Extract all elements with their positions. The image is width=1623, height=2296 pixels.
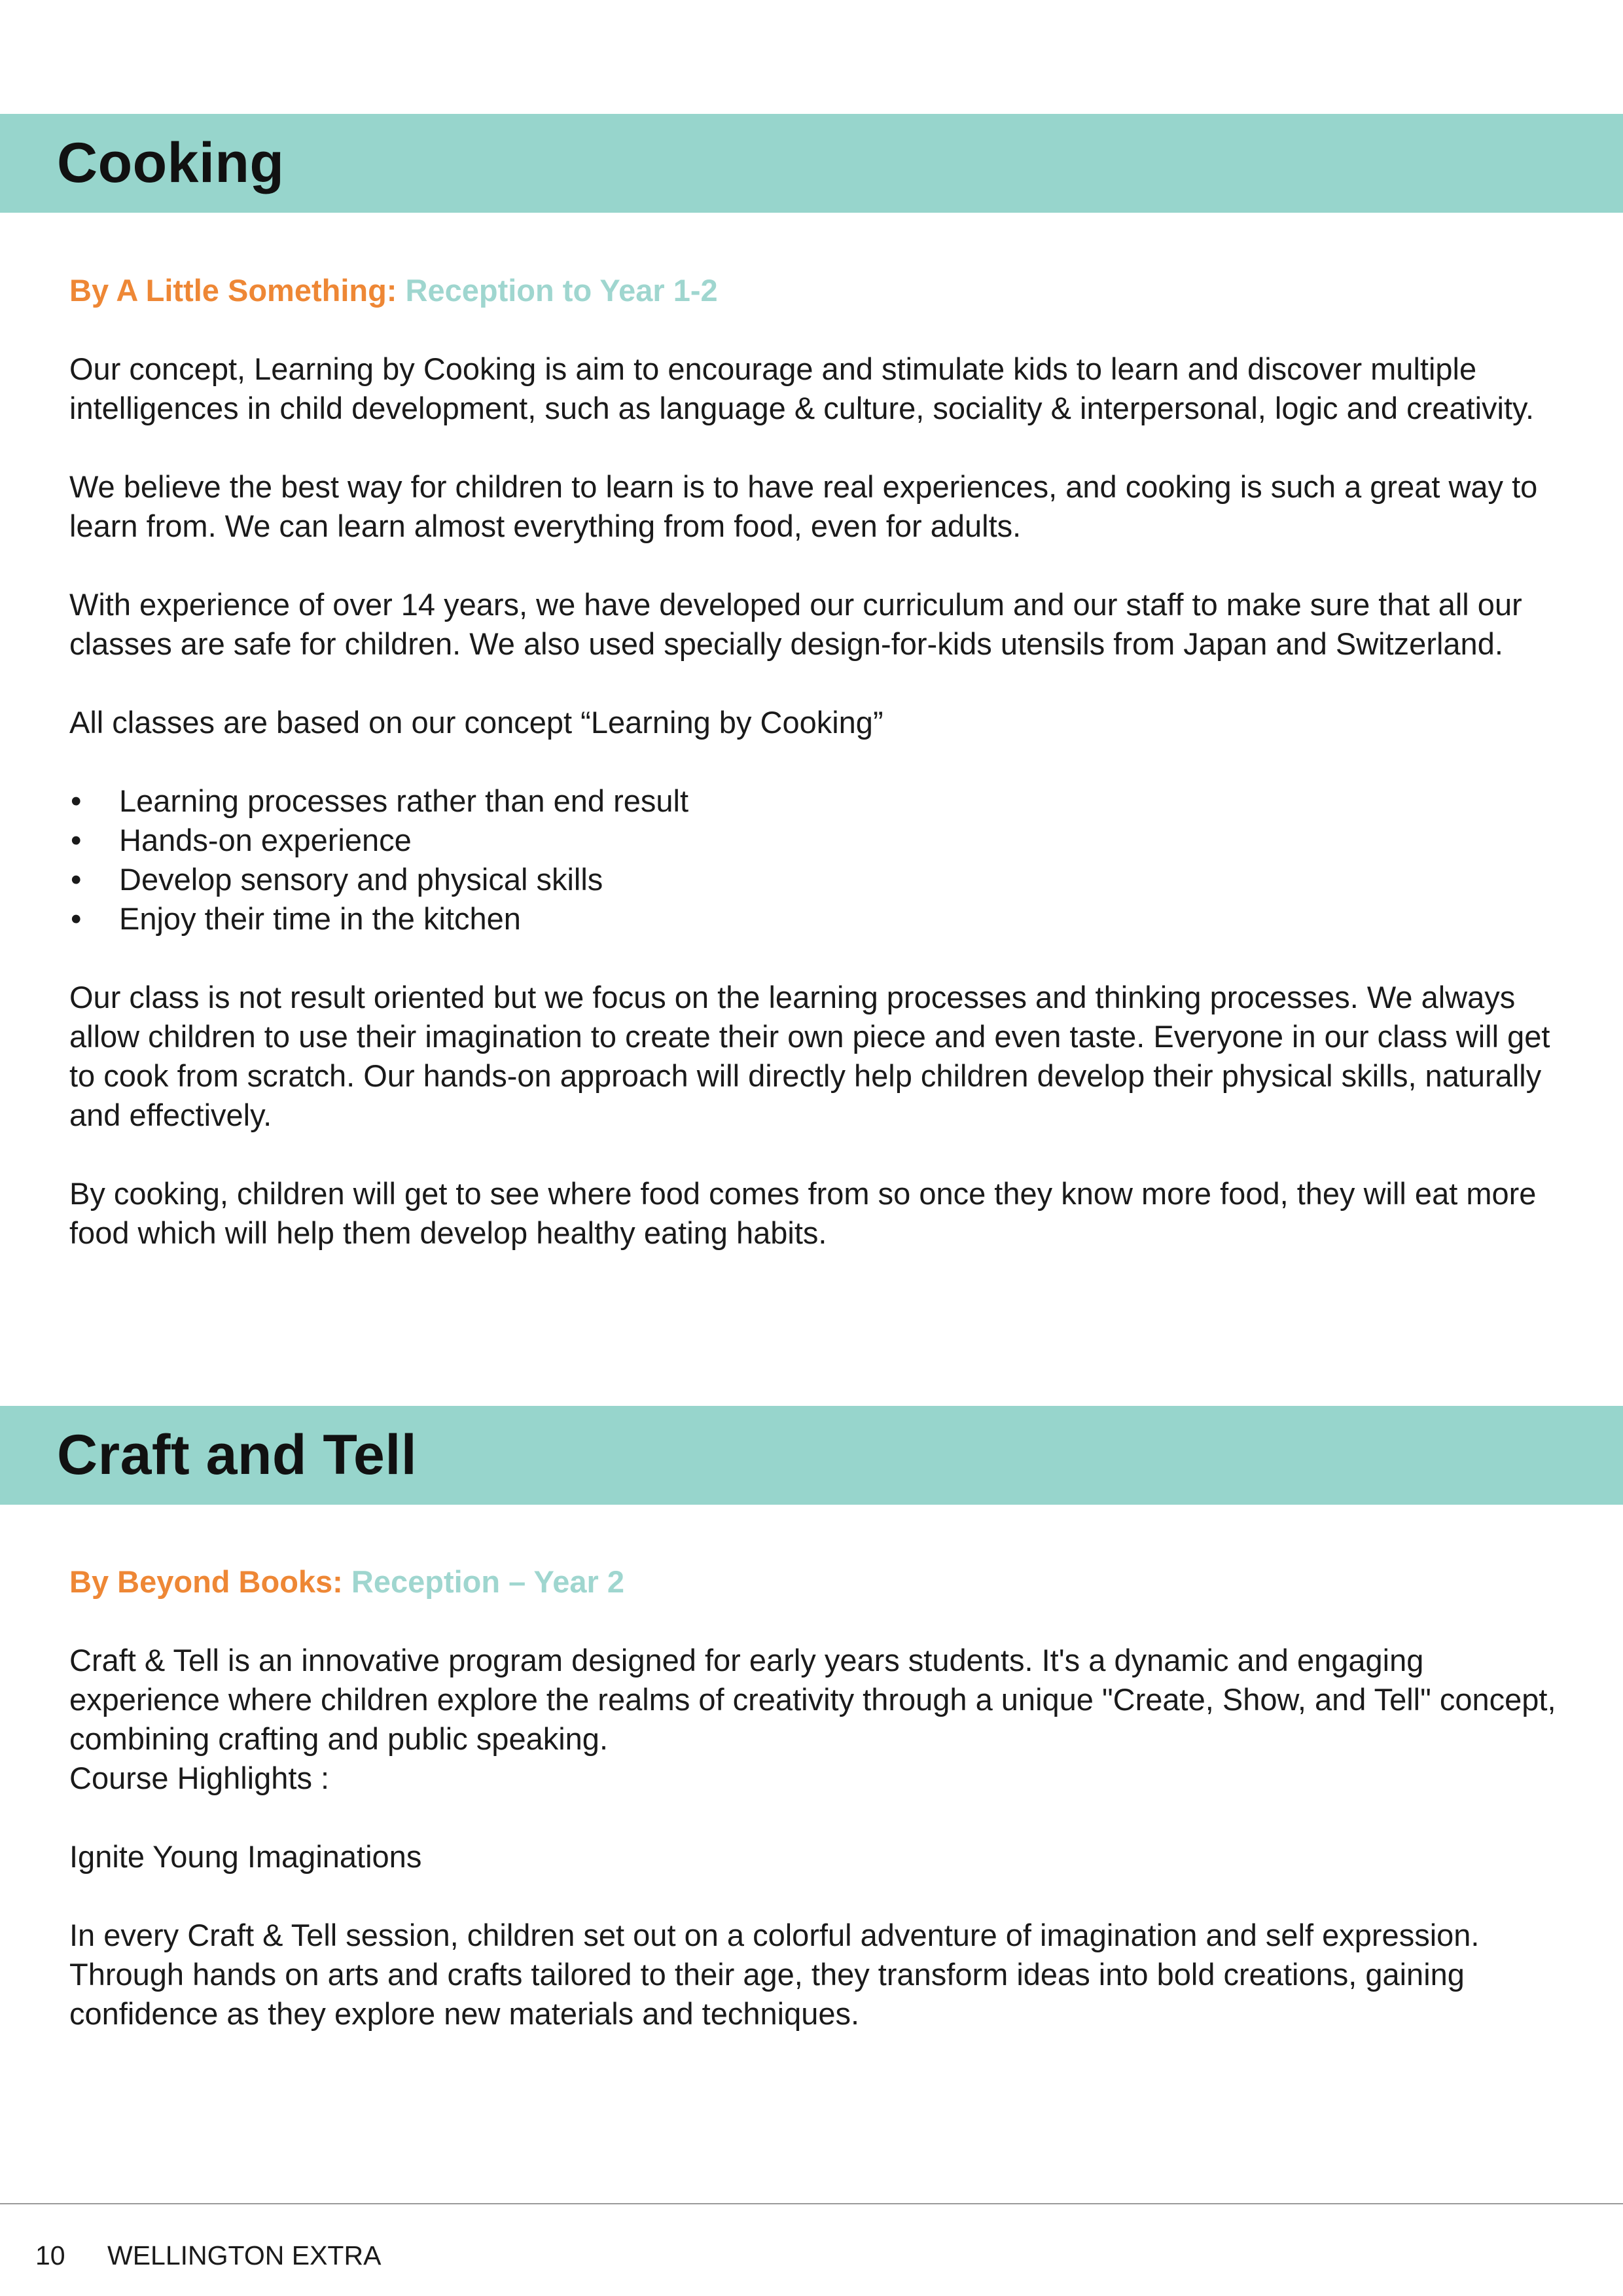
craft-body: In every Craft & Tell session, children set out on a colorful adventure of imagination and self expression. Through hands on arts and crafts tailored to their age, they transform ideas into bold creations, gaining confidence as they explore new materials and techniques. xyxy=(69,1918,1480,2031)
list-item xyxy=(69,860,1568,899)
craft-content xyxy=(69,1562,1568,2034)
page-footer xyxy=(35,2237,381,2274)
list-item xyxy=(69,781,1568,821)
cooking-paragraph-1: Our concept, Learning by Cooking is aim to encourage and stimulate kids to learn and discover multiple intelligences in child development, such as language & culture, sociality & interpersonal, logic and creativity. xyxy=(69,351,1535,425)
craft-header-bar xyxy=(0,1406,1623,1505)
list-item xyxy=(69,899,1568,939)
bullet-icon: • xyxy=(71,862,82,897)
craft-title: Craft and Tell xyxy=(57,1424,418,1486)
cooking-age-range: Reception to Year 1-2 xyxy=(405,273,718,308)
list-item xyxy=(69,821,1568,860)
bullet-icon: • xyxy=(71,901,82,936)
publication-name: WELLINGTON EXTRA xyxy=(107,2240,382,2270)
craft-highlights-label: Course Highlights : xyxy=(69,1761,330,1795)
cooking-byline xyxy=(69,271,1568,310)
cooking-paragraph-5: Our class is not result oriented but we focus on the learning processes and thinking processes. We always allow children to use their imagination to create their own piece and even taste. Everyone in our class will get to cook from scratch. Our hands-on approach will directly help children develop their physical skills, naturally and effectively. xyxy=(69,980,1550,1132)
craft-byline xyxy=(69,1562,1568,1602)
page-number: 10 xyxy=(35,2240,65,2270)
cooking-paragraph-2: We believe the best way for children to learn is to have real experiences, and cooking is such a great way to learn from. We can learn almost everything from food, even for adults. xyxy=(69,469,1538,543)
cooking-paragraph-4: All classes are based on our concept “Learning by Cooking” xyxy=(69,705,883,740)
list-item-text: Learning processes rather than end result xyxy=(119,783,689,818)
cooking-paragraph-3: With experience of over 14 years, we have developed our curriculum and our staff to make sure that all our classes are safe for children. We also used specially design-for-kids utensils from Japan and Switzerland. xyxy=(69,587,1522,661)
list-item-text: Hands-on experience xyxy=(119,823,412,857)
craft-age-range: Reception – Year 2 xyxy=(351,1564,625,1599)
cooking-provider: By A Little Something: xyxy=(69,273,397,308)
list-item-text: Develop sensory and physical skills xyxy=(119,862,603,897)
craft-provider: By Beyond Books: xyxy=(69,1564,343,1599)
bullet-icon: • xyxy=(71,783,82,818)
bullet-icon: • xyxy=(71,823,82,857)
list-item-text: Enjoy their time in the kitchen xyxy=(119,901,521,936)
craft-subheading: Ignite Young Imaginations xyxy=(69,1839,422,1874)
cooking-content xyxy=(69,271,1568,1253)
cooking-bullet-list xyxy=(69,781,1568,939)
footer-divider xyxy=(0,2203,1623,2204)
cooking-header-bar xyxy=(0,114,1623,213)
cooking-title: Cooking xyxy=(57,132,285,194)
cooking-paragraph-6: By cooking, children will get to see where food comes from so once they know more food, they will eat more food which will help them develop healthy eating habits. xyxy=(69,1176,1537,1250)
craft-intro: Craft & Tell is an innovative program designed for early years students. It's a dynamic and engaging experience where children explore the realms of creativity through a unique "Create, Show, and Tell" concept, combining crafting and public speaking. xyxy=(69,1643,1556,1756)
